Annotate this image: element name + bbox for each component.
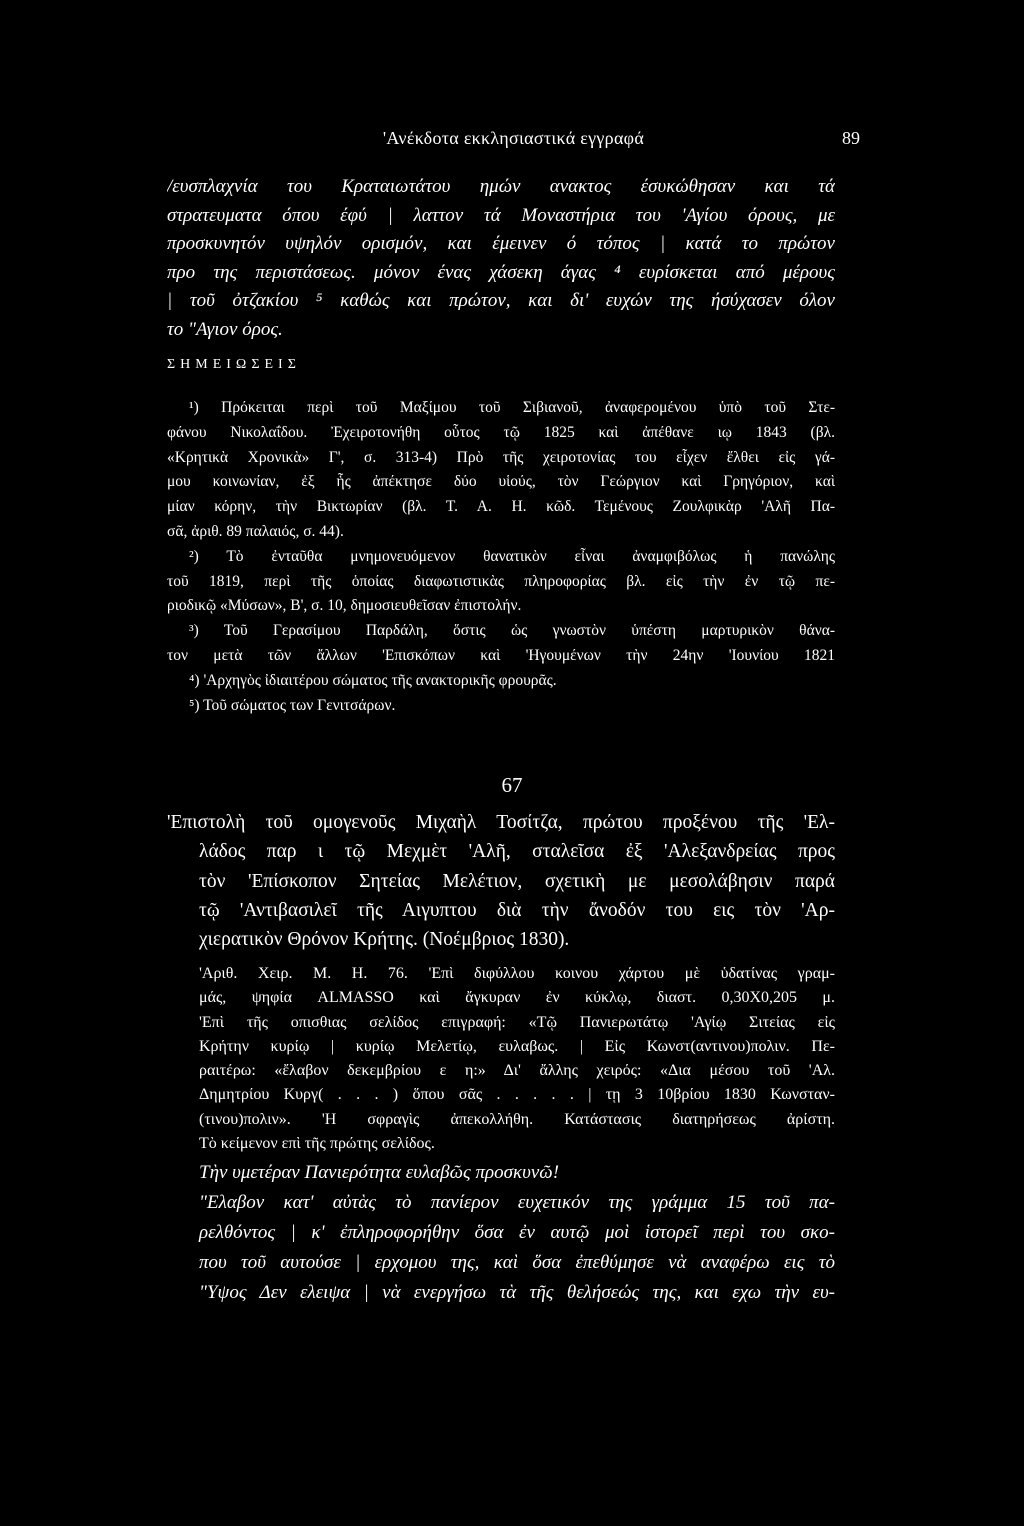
description-line: 'Αριθ. Χειρ. Μ. Η. 76. 'Επὶ διφύλλου κοινου χάρτου μὲ ὑδατίνας γραμ- xyxy=(199,965,835,982)
footnote-line: μίαν κόρην, τὴν Βικτωρίαν (βλ. Τ. Α. Η. κῶδ. Τεμένους Ζουλφικὰρ 'Αλῆ Πα- xyxy=(167,498,835,516)
document-title xyxy=(167,808,835,954)
intro-line: στρατευματα όπου έφύ | λαττον τά Μοναστήρια του 'Αγίου όρους, με xyxy=(167,204,835,226)
title-line: λάδος παρ ι τῷ Μεχμὲτ 'Αλῆ, σταλεῖσα ἐξ 'Αλεξανδρείας προς xyxy=(199,841,835,863)
intro-line: προσκυνητόν υψηλόν ορισμόν, και έμεινεν ό τόπος | κατά το πρώτον xyxy=(167,233,835,254)
intro-line: /ευσπλαχνία του Κραταιωτάτου ημών ανακτος έσυκώθησαν και τά xyxy=(167,176,835,197)
description-line: 'Επὶ τῆς οπισθιας σελίδος επιγραφή: «Τῷ Πανιερωτάτῳ 'Αγίῳ Σιτείας εἰς xyxy=(199,1013,835,1031)
description-line: Δημητρίου Κυργ( . . . ) ὅπου σᾶς . . . . . | τῃ 3 10βρίου 1830 Κωνσταν- xyxy=(199,1086,835,1104)
footnote-line: τον μετὰ τῶν ἄλλων 'Επισκόπων καὶ 'Ηγουμένων τὴν 24ην 'Ιουνίου 1821 xyxy=(167,646,835,664)
letter-line: "Ελαβον κατ' αὐτὰς τὸ πανίερον ευχετικόν της γράμμα 15 τοῦ πα- xyxy=(199,1192,835,1213)
footnote-line: ⁴) 'Αρχηγὸς ἰδιαιτέρου σώματος τῆς ανακτορικῆς φρουρᾶς. xyxy=(189,671,557,689)
document-description xyxy=(167,962,835,1156)
footnote-line: φάνου Νικολαΐδου. Ἐχειροτονήθη οὗτος τῷ 1825 καὶ ἀπέθανε ιῳ 1843 (βλ. xyxy=(167,423,835,441)
footnote-line: ⁵) Τοῦ σώματος των Γενιτσάρων. xyxy=(189,696,396,714)
footnote-line: μου κοινωνίαν, ἐξ ἧς ἀπέκτησε δύο υἱούς, τὸν Γεώργιον καὶ Γρηγόριον, καὶ xyxy=(167,473,835,491)
running-title: 'Ανέκδοτα εκκλησιαστικά εγγραφά xyxy=(382,128,645,148)
footnote-line: «Κρητικὰ Χρονικὰ» Γ', σ. 313-4) Πρὸ τῆς χειροτονίας του εἶχεν ἔλθει εἰς γά- xyxy=(167,448,835,466)
footnotes xyxy=(167,396,835,718)
footnote-line: ριοδικῷ «Μύσων», Β', σ. 10, δημοσιευθεῖσαν ἐπιστολήν. xyxy=(167,597,522,615)
footnote-line: ¹) Πρόκειται περὶ τοῦ Μαξίμου τοῦ Σιβιανοῦ, ἀναφερομένου ὑπὸ τοῦ Στε- xyxy=(189,399,835,416)
letter-line: που τοῦ αυτούσε | ερχομου της, καὶ ὅσα ἐπεθύμησε νὰ αναφέρω εις τὸ xyxy=(199,1252,835,1273)
title-line: τὸν 'Επίσκοπον Σητείας Μελέτιον, σχετικὴ με μεσολάβησιν παρά xyxy=(199,870,835,892)
title-line: τῷ 'Αντιβασιλεῖ τῆς Αιγυπτου διὰ τὴν ἄνοδόν του εις τὸν 'Αρ- xyxy=(199,899,835,921)
footnote-line: ³) Τοῦ Γερασίμου Παρδάλη, ὅστις ὡς γνωστὸν ὑπέστη μαρτυρικὸν θάνα- xyxy=(189,622,835,640)
footnote-line: ²) Τὸ ἐνταῦθα μνημονευόμενον θανατικὸν εἶναι ἀναμφιβόλως ἡ πανώλης xyxy=(189,547,835,565)
letter-text xyxy=(167,1158,835,1308)
footnote-line: σᾶ, ἀριθ. 89 παλαιός, σ. 44). xyxy=(167,522,344,540)
title-line: 'Επιστολὴ τοῦ ομογενοῦς Μιχαὴλ Τοσίτζα, πρώτου προξένου τῆς 'Ελ- xyxy=(167,812,835,833)
intro-line: | τοῦ ὀτζακίου ⁵ καθώς και πρώτον, και δι' ευχών της ήσύχασεν όλον xyxy=(167,290,835,311)
description-line: Τὸ κείμενον επὶ τῆς πρώτης σελίδος. xyxy=(199,1135,435,1153)
intro-line: προ της περιστάσεως. μόνον ένας χάσεκη άγας ⁴ ευρίσκεται από μέρους xyxy=(167,261,835,283)
page-header xyxy=(167,128,860,154)
intro-line: το "Αγιον όρος. xyxy=(167,318,283,340)
description-line: μάς, ψηφία ALMASSO καὶ ἄγκυραν ἐν κύκλῳ, διαστ. 0,30X0,205 μ. xyxy=(199,989,835,1007)
letter-greeting: Τὴν υμετέραν Πανιερότητα ευλαβῶς προσκυνῶ! xyxy=(199,1162,560,1183)
title-line: χιερατικὸν Θρόνον Κρήτης. (Νοέμβριος 1830). xyxy=(199,929,570,951)
intro-paragraph xyxy=(167,173,835,344)
description-line: ραιτέρω: «ἔλαβον δεκεμβρίου ε η:» Δι' ἄλλης χειρός: «Δια μέσου τοῦ 'Αλ. xyxy=(199,1062,835,1080)
footnote-line: τοῦ 1819, περὶ τῆς ὁποίας διαφωτιστικὰς πληροφορίας βλ. εἰς τὴν ἐν τῷ πε- xyxy=(167,572,835,590)
letter-line: ρελθόντος | κ' ἐπληροφορήθην ὅσα ἐν αυτῷ μοὶ ἱστορεῖ περὶ του σκο- xyxy=(199,1222,835,1243)
description-line: Κρήτην κυρίῳ | κυρίῳ Μελετίῳ, ευλαβως. | Εἰς Κωνστ(αντινου)πολιν. Πε- xyxy=(199,1037,835,1055)
letter-line: "Υψος Δεν ελειψα | νὰ ενεργήσω τὰ τῆς θελήσεώς της, και εχω τὴν ευ- xyxy=(199,1282,835,1303)
document-number: 67 xyxy=(501,773,523,797)
notes-heading: ΣΗΜΕΙΩΣΕΙΣ xyxy=(167,357,301,372)
description-line: (τινου)πολιν». 'Η σφραγὶς ἀπεκολλήθη. Κατάστασις διατηρήσεως ἀρίστη. xyxy=(199,1110,835,1128)
page-number: 89 xyxy=(842,128,860,148)
